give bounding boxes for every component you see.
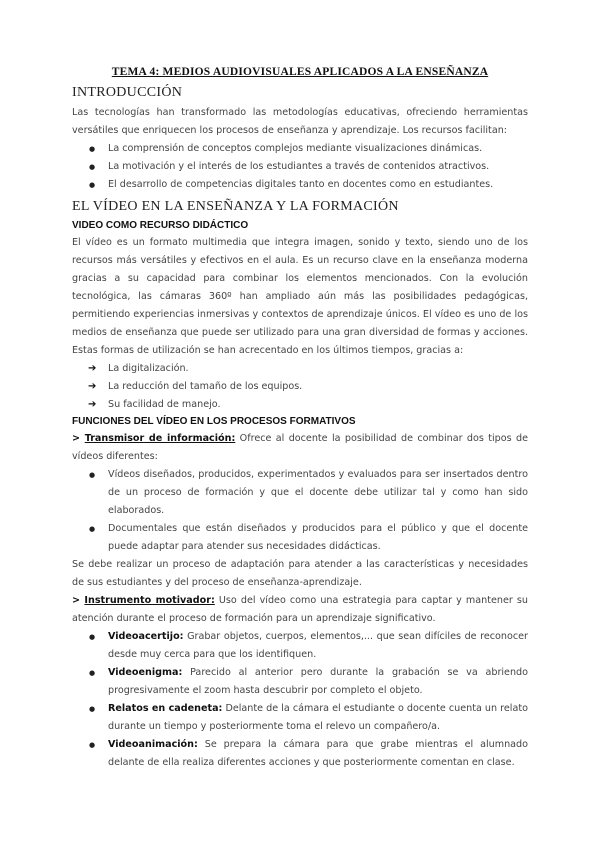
item-description: Parecido al anterior pero durante la grabación se va abriendo progresivamente el zoom hasta descubrir por completo el objeto. <box>108 667 528 696</box>
transmisor-bullet-list <box>72 466 528 556</box>
list-item: ● La motivación y el interés de los estudiantes a través de contenidos atractivos. <box>72 158 528 176</box>
item-term: Videoacertijo: <box>108 631 184 642</box>
list-item: ➔ Su facilidad de manejo. <box>72 396 528 414</box>
video-paragraph: El vídeo es un formato multimedia que integra imagen, sonido y texto, siendo uno de los recursos más versátiles y efectivos en el aula. Es un recurso clave en la enseñanza moderna gracias a su capacidad para combinar los elementos mencionados. Con la evolución tecnológica, las cámaras 360º han ampliado aún más las posibilidades pedagógicas, permitiendo experiencias inmersivas y contextos de aprendizaje únicos. El vídeo es uno de los medios de enseñanza que puede ser utilizado para una gran diversidad de formas y acciones. Estas formas de utilización se han acrecentado en los últimos tiempos, gracias a: <box>72 237 528 356</box>
item-term: Videoanimación: <box>108 739 198 750</box>
intro-heading: INTRODUCCIÓN <box>72 85 183 100</box>
list-item <box>72 700 528 736</box>
motivador-marker: > <box>72 595 85 606</box>
motivador-bullet-list <box>72 628 528 772</box>
motivador-paragraph <box>72 592 528 628</box>
list-item <box>72 628 528 664</box>
list-item: ➔ La reducción del tamaño de los equipos. <box>72 378 528 396</box>
list-item: ● Vídeos diseñados, producidos, experimentados y evaluados para ser insertados dentro de un proceso de formación y que el docente debe utilizar tal y como han sido elaborados. <box>72 466 528 520</box>
functions-subheading: FUNCIONES DEL VÍDEO EN LOS PROCESOS FORMATIVOS <box>72 416 356 427</box>
transmisor-text: Ofrece al docente la posibilidad de combinar dos tipos de vídeos diferentes: <box>72 433 528 462</box>
item-description: Se prepara la cámara para que grabe mientras el alumnado delante de ella realiza diferentes acciones y que posteriormente comentan en clase. <box>108 739 528 768</box>
list-item: ● El desarrollo de competencias digitales tanto en docentes como en estudiantes. <box>72 176 528 194</box>
transmisor-paragraph <box>72 430 528 466</box>
arrow-right-icon: ➔ <box>88 381 97 392</box>
list-item: ● Documentales que están diseñados y producidos para el público y que el docente puede adaptar para atender sus necesidades didácticas. <box>72 520 528 556</box>
arrow-right-icon: ➔ <box>88 363 97 374</box>
intro-bullet-list <box>72 140 528 194</box>
video-section-heading: EL VÍDEO EN LA ENSEÑANZA Y LA FORMACIÓN <box>72 199 399 214</box>
document-page <box>72 66 528 772</box>
motivador-label: Instrumento motivador: <box>84 595 215 606</box>
list-item: ➔ La digitalización. <box>72 360 528 378</box>
transmisor-label: Transmisor de información: <box>84 433 236 444</box>
item-description: Grabar objetos, cuerpos, elementos,... que sean difíciles de reconocer desde muy cerca para que los identifiquen. <box>108 631 528 660</box>
item-description: Delante de la cámara el estudiante o docente cuenta un relato durante un tiempo y posteriormente toma el relevo un compañero/a. <box>108 703 528 732</box>
arrow-list <box>72 360 528 414</box>
item-term: Videoenigma: <box>108 667 183 678</box>
list-item <box>72 664 528 700</box>
arrow-right-icon: ➔ <box>88 399 97 410</box>
list-item: ● La comprensión de conceptos complejos mediante visualizaciones dinámicas. <box>72 140 528 158</box>
intro-paragraph: Las tecnologías han transformado las metodologías educativas, ofreciendo herramientas versátiles que enriquecen los procesos de enseñanza y aprendizaje. Los recursos facilitan: <box>72 107 528 136</box>
transmisor-marker: > <box>72 433 85 444</box>
item-term: Relatos en cadeneta: <box>108 703 223 714</box>
motivador-text: Uso del vídeo como una estrategia para captar y mantener su atención durante el proceso de formación para un aprendizaje significativo. <box>72 595 528 624</box>
page-title: TEMA 4: MEDIOS AUDIOVISUALES APLICADOS A LA ENSEÑANZA <box>111 66 489 78</box>
video-resource-subheading: VIDEO COMO RECURSO DIDÁCTICO <box>72 220 249 231</box>
list-item <box>72 736 528 772</box>
adaptation-paragraph: Se debe realizar un proceso de adaptación para atender a las características y necesidades de sus estudiantes y del proceso de enseñanza-aprendizaje. <box>72 559 528 588</box>
